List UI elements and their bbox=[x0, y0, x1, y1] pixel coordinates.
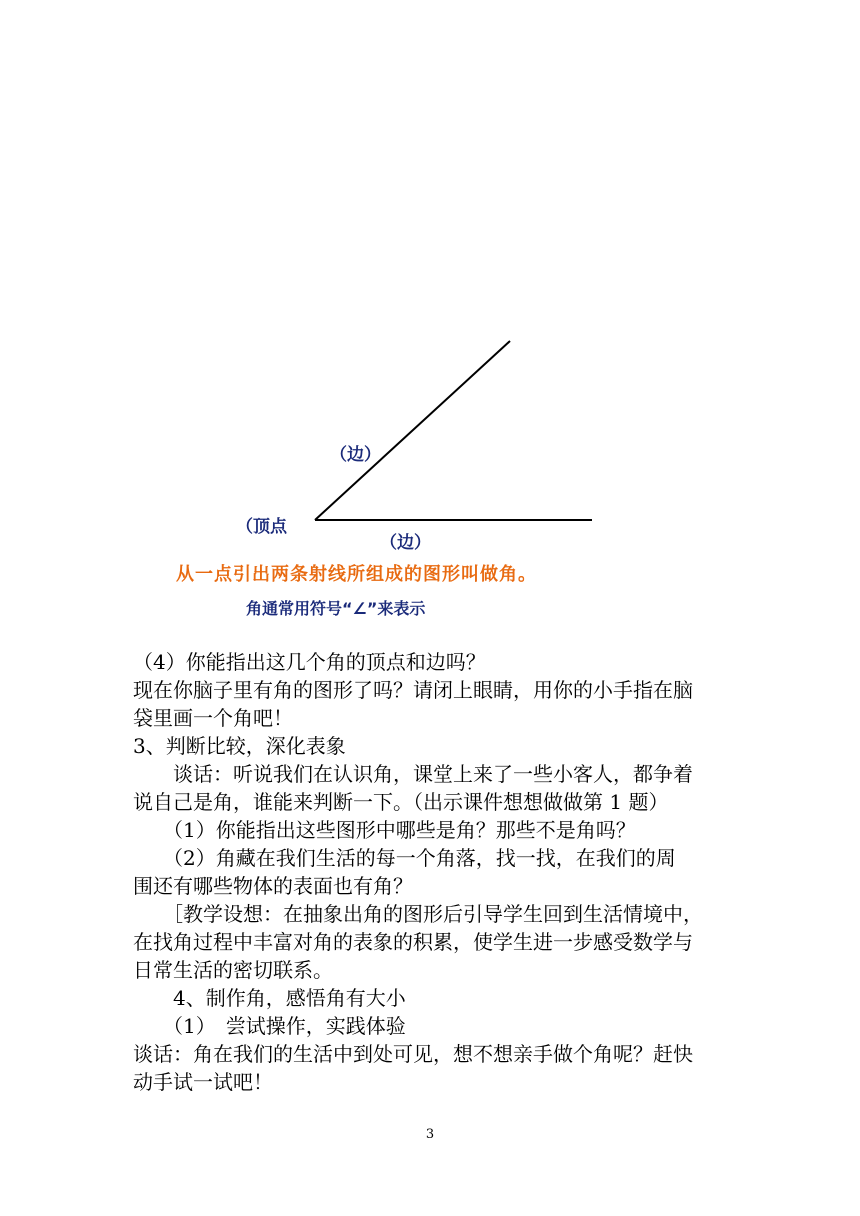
angle-upper-ray bbox=[315, 341, 510, 520]
angle-definition: 从一点引出两条射线所组成的图形叫做角。 bbox=[176, 564, 537, 585]
text-line: 日常生活的密切联系。 bbox=[133, 958, 333, 982]
section-heading: 4、制作角，感悟角有大小 bbox=[133, 986, 406, 1010]
text-line: 围还有哪些物体的表面也有角？ bbox=[133, 874, 413, 898]
body-text bbox=[133, 648, 733, 1096]
side-label-top: （边） bbox=[330, 445, 381, 465]
angle-figure bbox=[160, 330, 660, 630]
text-line: （2）角藏在我们生活的每一个角落，找一找，在我们的周 bbox=[133, 846, 676, 870]
page-number: 3 bbox=[425, 1127, 435, 1142]
text-line: 现在你脑子里有角的图形了吗？请闭上眼睛，用你的小手指在脑 bbox=[133, 678, 693, 702]
text-line: 谈话：听说我们在认识角，课堂上来了一些小客人，都争着 bbox=[133, 762, 693, 786]
section-heading: 3、判断比较，深化表象 bbox=[133, 734, 346, 758]
side-label-bottom: （边） bbox=[380, 533, 431, 553]
text-line: 动手试一试吧！ bbox=[133, 1070, 273, 1094]
text-line: （1） 尝试操作，实践体验 bbox=[133, 1014, 406, 1038]
text-line: 谈话：角在我们的生活中到处可见，想不想亲手做个角呢？赶快 bbox=[133, 1042, 693, 1066]
text-line: 袋里画一个角吧！ bbox=[133, 706, 293, 730]
text-line: 在找角过程中丰富对角的表象的积累，使学生进一步感受数学与 bbox=[133, 930, 693, 954]
text-line: （4）你能指出这几个角的顶点和边吗？ bbox=[133, 650, 486, 674]
vertex-label: （顶点 bbox=[236, 517, 287, 537]
angle-symbol-note: 角通常用符号“∠”来表示 bbox=[246, 599, 426, 618]
text-line: （1）你能指出这些图形中哪些是角？那些不是角吗？ bbox=[133, 818, 636, 842]
text-line: 说自己是角，谁能来判断一下。（出示课件想想做做第 1 题） bbox=[133, 790, 669, 814]
text-line: ［教学设想：在抽象出角的图形后引导学生回到生活情境中， bbox=[133, 902, 703, 926]
